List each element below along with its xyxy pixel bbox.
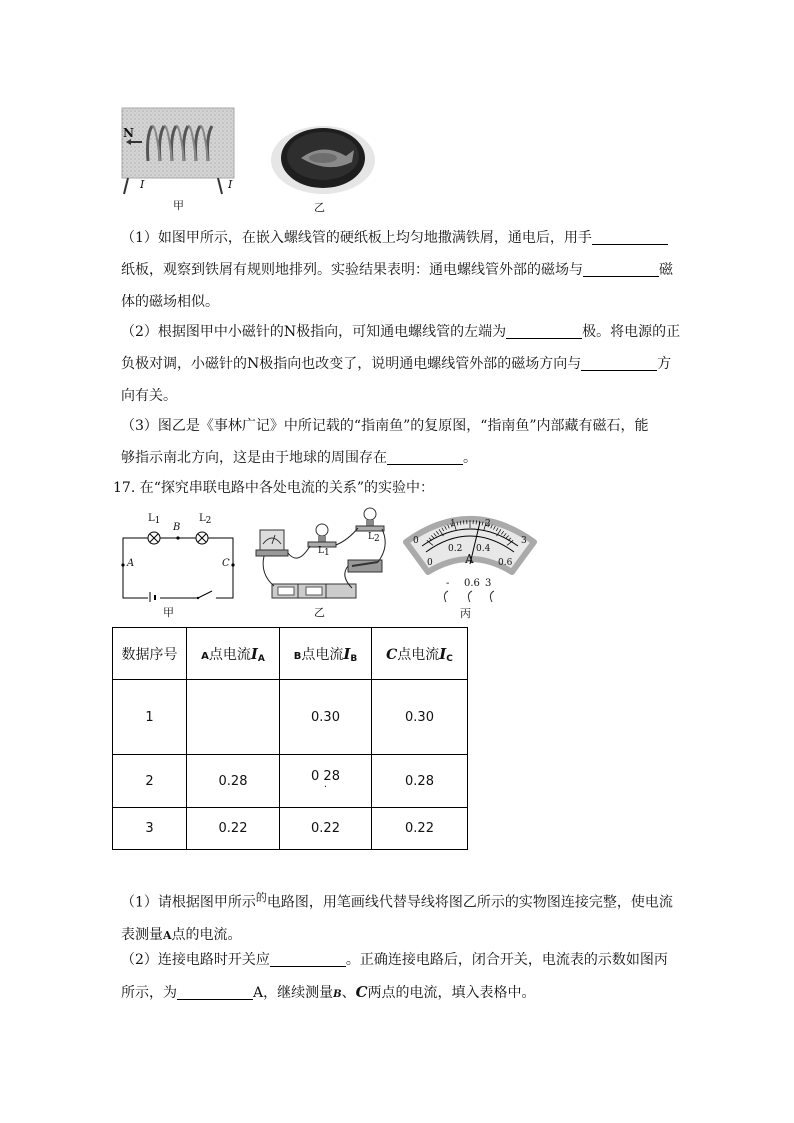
caption-yi-top: 乙 <box>314 201 325 214</box>
text: （3）图乙是《事林广记》中所记载的“指南鱼”的复原图，“指南鱼”内部藏有磁石，能 <box>121 418 649 434</box>
terminal-3: 3 <box>485 578 492 589</box>
q16-part3 <box>121 410 673 474</box>
text: 的 <box>255 891 267 904</box>
text: 磁 <box>659 262 673 278</box>
text: （1）请根据图甲所示 <box>121 894 256 911</box>
q17-part1 <box>121 882 673 952</box>
current-label-left: I <box>140 178 145 191</box>
text: A <box>163 928 172 942</box>
cell-b: 0.30 <box>280 680 372 755</box>
text: 负极对调，小磁针的N极指向也改变了，说明通电螺线管外部的磁场方向与 <box>121 356 582 372</box>
text: 表测量 <box>121 926 163 943</box>
header-a-current: A点电流$I_A$ <box>187 628 280 680</box>
label-L1-physical: L1 <box>318 546 330 558</box>
label-L2-physical: L2 <box>368 532 380 544</box>
label-C: C <box>222 558 230 569</box>
terminal-knobs <box>438 588 508 604</box>
text: 电路图，用笔画线代替导线将图乙所示的实物图连接完整，使电流 <box>266 894 673 911</box>
text: （2）连接电路时开关应 <box>121 952 270 968</box>
cell-b <box>280 755 372 808</box>
scale-bottom-0-4: 0.4 <box>476 544 491 554</box>
q17-title <box>113 472 665 504</box>
text: 。正确连接电路后，闭合开关，电流表的示数如图丙 <box>345 952 668 968</box>
cell-index: 2 <box>113 755 187 808</box>
cell-c: 0.28 <box>372 755 468 808</box>
figure-physical-circuit <box>252 506 392 604</box>
cell-b-mark: · <box>323 782 328 793</box>
label-A: A <box>127 558 135 569</box>
label-B: B <box>173 522 181 533</box>
figure-circuit-diagram <box>118 510 238 602</box>
scale-bottom-0: 0 <box>427 558 433 568</box>
cell-a: 0.28 <box>187 755 280 808</box>
current-data-table <box>112 627 468 850</box>
table-row <box>113 680 468 755</box>
text: B <box>333 989 342 1000</box>
text: A，继续测量 <box>253 985 334 1001</box>
text: 够指示南北方向，这是由于地球的周围存在 <box>121 450 387 466</box>
answer-blank[interactable] <box>506 322 582 339</box>
table-row <box>113 755 468 808</box>
fish-bowl-image <box>268 120 378 196</box>
caption-jia-circuit: 甲 <box>163 606 174 619</box>
cell-a[interactable] <box>187 680 280 755</box>
q17-part2 <box>121 944 673 1011</box>
figure-compass-fish <box>268 120 378 196</box>
cell-index: 1 <box>113 680 187 755</box>
caption-bing: 丙 <box>460 607 471 620</box>
header-c-current: C点电流$I_C$ <box>372 628 468 680</box>
answer-blank[interactable] <box>581 354 657 371</box>
question-title: 17. 在“探究串联电路中各处电流的关系”的实验中： <box>113 480 435 496</box>
scale-top-0: 0 <box>413 536 419 546</box>
answer-blank[interactable] <box>270 950 346 967</box>
cell-c: 0.30 <box>372 680 468 755</box>
solenoid-image <box>118 106 238 196</box>
caption-yi-circuit: 乙 <box>314 606 325 619</box>
unit-label: A <box>465 552 474 566</box>
scale-bottom-0-6: 0.6 <box>498 558 513 568</box>
cell-b: 0.22 <box>280 808 372 850</box>
q16-part1 <box>121 222 673 318</box>
label-L1: L1 <box>148 513 161 526</box>
text: 两点的电流，填入表格中。 <box>367 985 536 1001</box>
text: 点的电流。 <box>171 926 242 943</box>
text: （1）如图甲所示，在嵌入螺线管的硬纸板上均匀地撒满铁屑，通电后，用手 <box>121 230 592 246</box>
answer-blank[interactable] <box>592 228 668 245</box>
solenoid-n-label: N <box>123 126 134 140</box>
text: 、 <box>341 985 356 1001</box>
scale-top-2: 2 <box>485 519 491 529</box>
terminal-0-6: 0.6 <box>464 578 480 589</box>
text: （2）根据图甲中小磁针的N极指向，可知通电螺线管的左端为 <box>121 324 507 340</box>
current-label-right: I <box>228 178 233 191</box>
label-L2: L2 <box>199 513 212 526</box>
text: 。 <box>463 450 477 466</box>
cell-index: 3 <box>113 808 187 850</box>
figure-solenoid <box>118 106 238 196</box>
text: 体的磁场相似。 <box>121 294 219 310</box>
text: 所示，为 <box>121 985 177 1001</box>
answer-blank[interactable] <box>583 260 659 277</box>
header-b-current: B点电流$I_B$ <box>280 628 372 680</box>
text: 向有关。 <box>121 388 177 404</box>
q16-part2 <box>121 316 681 412</box>
table-header-row <box>113 628 468 680</box>
cell-a: 0.22 <box>187 808 280 850</box>
answer-blank[interactable] <box>177 983 253 1000</box>
text: 纸板，观察到铁屑有规则地排列。实验结果表明：通电螺线管外部的磁场与 <box>121 262 583 278</box>
header-index: 数据序号 <box>113 628 187 680</box>
table-row <box>113 808 468 850</box>
cell-c: 0.22 <box>372 808 468 850</box>
text: 方 <box>657 356 672 372</box>
caption-jia-top: 甲 <box>173 199 184 212</box>
answer-blank[interactable] <box>387 448 463 465</box>
terminal-minus: - <box>446 578 450 589</box>
scale-top-3: 3 <box>521 536 527 546</box>
text: 极。将电源的正 <box>582 324 681 340</box>
text: C <box>355 983 368 1001</box>
scale-top-1: 1 <box>450 519 456 529</box>
cell-b-value: 0 28 <box>311 769 340 784</box>
figure-ammeter <box>400 506 540 606</box>
scale-bottom-0-2: 0.2 <box>448 544 463 554</box>
